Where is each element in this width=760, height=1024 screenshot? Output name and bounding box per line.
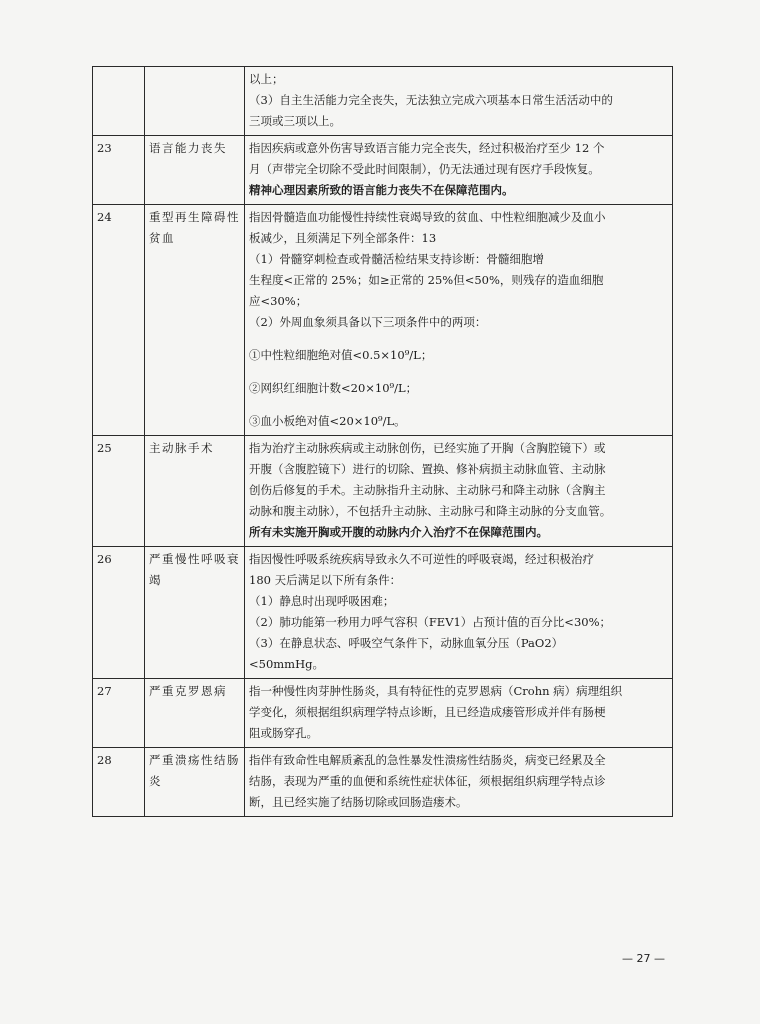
description-line: 指为治疗主动脉疾病或主动脉创伤，已经实施了开胸（含胸腔镜下）或 (249, 441, 606, 455)
row-number: 25 (93, 436, 145, 547)
description-line: 指伴有致命性电解质紊乱的急性暴发性溃疡性结肠炎，病变已经累及全 (249, 753, 606, 767)
description-line: 阻或肠穿孔。 (249, 726, 318, 740)
disease-name: 严重克罗恩病 (145, 679, 245, 748)
description-line: 创伤后修复的手术。主动脉指升主动脉、主动脉弓和降主动脉（含胸主 (249, 483, 606, 497)
spacer (249, 366, 668, 378)
disease-description (245, 547, 673, 679)
exclusion-note: 精神心理因素所致的语言能力丧失不在保障范围内。 (249, 183, 514, 197)
description-line: （1）骨髓穿刺检查或骨髓活检结果支持诊断：骨髓细胞增 (249, 252, 544, 266)
exclusion-note: 所有未实施开胸或开腹的动脉内介入治疗不在保障范围内。 (249, 525, 548, 539)
disease-name (145, 67, 245, 136)
description-line: 开腹（含腹腔镜下）进行的切除、置换、修补病损主动脉血管、主动脉 (249, 462, 606, 476)
description-line: 应<30%； (249, 294, 308, 308)
page-number: — 27 — (622, 952, 665, 965)
criteria-item: ②网织红细胞计数<20×10⁹/L； (249, 381, 418, 395)
criteria-item: ③血小板绝对值<20×10⁹/L。 (249, 414, 406, 428)
description-line: 指因疾病或意外伤害导致语言能力完全丧失，经过积极治疗至少 12 个 (249, 141, 605, 155)
disease-description (245, 748, 673, 817)
description-line: <50mmHg。 (249, 657, 324, 671)
description-line: 生程度<正常的 25%；如≥正常的 25%但<50%，则残存的造血细胞 (249, 273, 604, 287)
disease-description (245, 67, 673, 136)
disease-description (245, 436, 673, 547)
row-number: 26 (93, 547, 145, 679)
description-line: 板减少，且须满足下列全部条件：13 (249, 231, 437, 245)
disease-name: 语言能力丧失 (145, 136, 245, 205)
spacer (249, 399, 668, 411)
description-line: 断，且已经实施了结肠切除或回肠造瘘术。 (249, 795, 468, 809)
description-line: 指因慢性呼吸系统疾病导致永久不可逆性的呼吸衰竭，经过积极治疗 (249, 552, 594, 566)
table-row (93, 136, 673, 205)
table-row (93, 547, 673, 679)
table-row (93, 205, 673, 436)
row-number: 23 (93, 136, 145, 205)
disease-name: 严重溃疡性结肠炎 (145, 748, 245, 817)
description-line: （2）肺功能第一秒用力呼气容积（FEV1）占预计值的百分比<30%； (249, 615, 612, 629)
description-line: 学变化，须根据组织病理学特点诊断，且已经造成瘘管形成并伴有肠梗 (249, 705, 606, 719)
row-number: 24 (93, 205, 145, 436)
row-number: 28 (93, 748, 145, 817)
description-line: 指因骨髓造血功能慢性持续性衰竭导致的贫血、中性粒细胞减少及血小 (249, 210, 606, 224)
table-row (93, 748, 673, 817)
description-line: （3）自主生活能力完全丧失，无法独立完成六项基本日常生活活动中的 (249, 93, 613, 107)
description-line: 指一种慢性肉芽肿性肠炎，具有特征性的克罗恩病（Crohn 病）病理组织 (249, 684, 623, 698)
description-line: （2）外周血象须具备以下三项条件中的两项： (249, 315, 487, 329)
table-row (93, 679, 673, 748)
description-line: 月（声带完全切除不受此时间限制），仍无法通过现有医疗手段恢复。 (249, 162, 600, 176)
spacer (249, 333, 668, 345)
description-line: 动脉和腹主动脉），不包括升主动脉、主动脉弓和降主动脉的分支血管。 (249, 504, 612, 518)
criteria-item: ①中性粒细胞绝对值<0.5×10⁹/L； (249, 348, 433, 362)
description-line: 三项或三项以上。 (249, 114, 341, 128)
description-line: 以上； (249, 72, 284, 86)
row-number: 27 (93, 679, 145, 748)
table-row (93, 436, 673, 547)
row-number (93, 67, 145, 136)
description-line: （3）在静息状态、呼吸空气条件下，动脉血氧分压（PaO2） (249, 636, 564, 650)
description-line: 180 天后满足以下所有条件： (249, 573, 402, 587)
table-row (93, 67, 673, 136)
description-line: （1）静息时出现呼吸困难； (249, 594, 395, 608)
disease-name: 严重慢性呼吸衰竭 (145, 547, 245, 679)
disease-definition-table (92, 66, 673, 817)
description-line: 结肠，表现为严重的血便和系统性症状体征，须根据组织病理学特点诊 (249, 774, 606, 788)
disease-name: 主动脉手术 (145, 436, 245, 547)
disease-name: 重型再生障碍性贫血 (145, 205, 245, 436)
disease-description (245, 136, 673, 205)
disease-description (245, 679, 673, 748)
disease-description (245, 205, 673, 436)
